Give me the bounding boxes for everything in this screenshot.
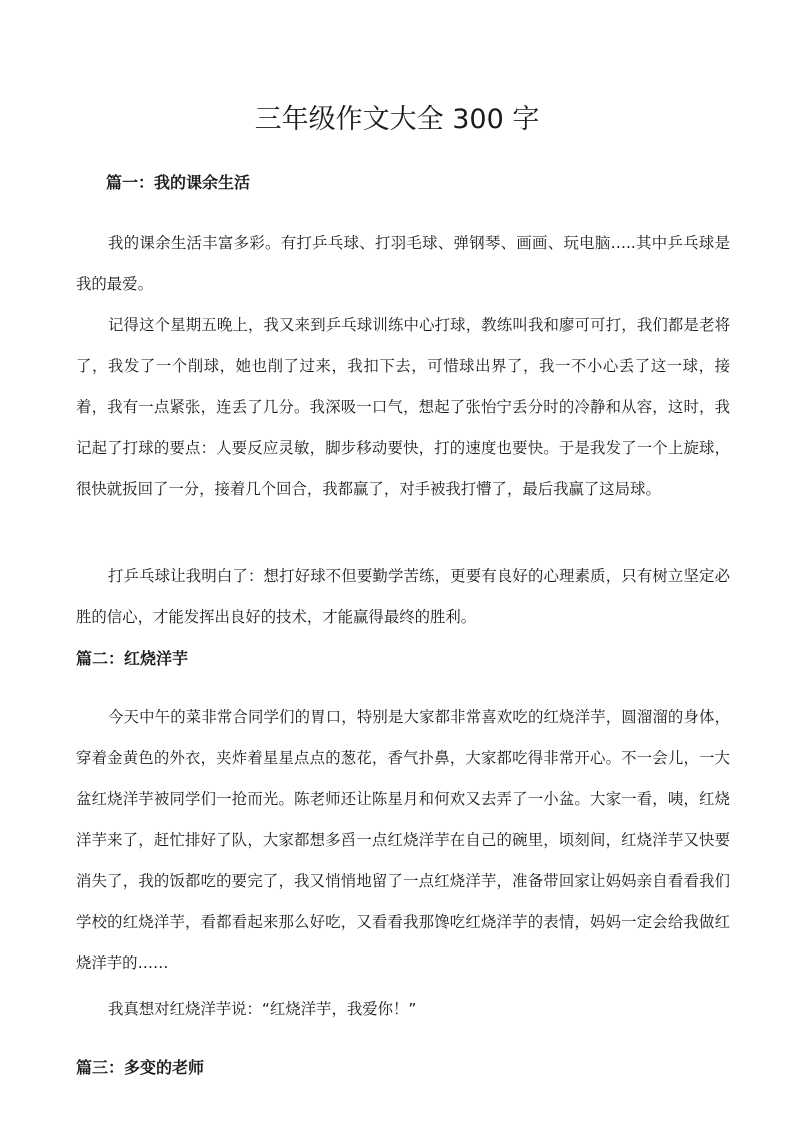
section-heading-2: 篇二：红烧洋芋: [76, 649, 189, 668]
paragraph-2-2: 我真想对红烧洋芋说：“红烧洋芋，我爱你！”: [108, 1000, 417, 1018]
paragraph-1-2: 记得这个星期五晚上，我又来到乒乓球训练中心打球，教练叫我和廖可可打，我们都是老将了，我发了一个削球，她也削了过来，我扣下去，可惜球出界了，我一不小心丢了这一球，接着，我有一点紧张，连丢了几分。我深吸一口气，想起了张怡宁丢分时的冷静和从容，这时，我记起了打球的要点：人要反应灵敏，脚步移动要快，打的速度也要快。于是我发了一个上旋球，很快就扳回了一分，接着几个回合，我都赢了，对手被我打懵了，最后我赢了这局球。: [76, 316, 730, 498]
paragraph-2-1: 今天中午的菜非常合同学们的胃口，特别是大家都非常喜欢吃的红烧洋芋，圆溜溜的身体，穿着金黄色的外衣，夹炸着星星点点的葱花，香气扑鼻，大家都吃得非常开心。不一会儿，一大盆红烧洋芋被同学们一抢而光。陈老师还让陈星月和何欢又去弄了一小盆。大家一看，咦，红烧洋芋来了，赶忙排好了队，大家都想多舀一点红烧洋芋在自己的碗里，顷刻间，红烧洋芋又快要消失了，我的饭都吃的要完了，我又悄悄地留了一点红烧洋芋，准备带回家让妈妈亲自看看我们学校的红烧洋芋，看都看起来那么好吃，又看看我那馋吃红烧洋芋的表情，妈妈一定会给我做红烧洋芋的……: [76, 708, 730, 972]
section-heading-3: 篇三：多变的老师: [76, 1058, 205, 1077]
page-title: 三年级作文大全 300 字: [254, 104, 540, 135]
section-heading-1: 篇一：我的课余生活: [106, 173, 251, 192]
paragraph-1-1: 我的课余生活丰富多彩。有打乒乓球、打羽毛球、弹钢琴、画画、玩电脑…..其中乒乓球是我的最爱。: [76, 234, 730, 293]
paragraph-1-3: 打乒乓球让我明白了：想打好球不但要勤学苦练，更要有良好的心理素质，只有树立坚定必胜的信心，才能发挥出良好的技术，才能赢得最终的胜利。: [76, 567, 730, 626]
